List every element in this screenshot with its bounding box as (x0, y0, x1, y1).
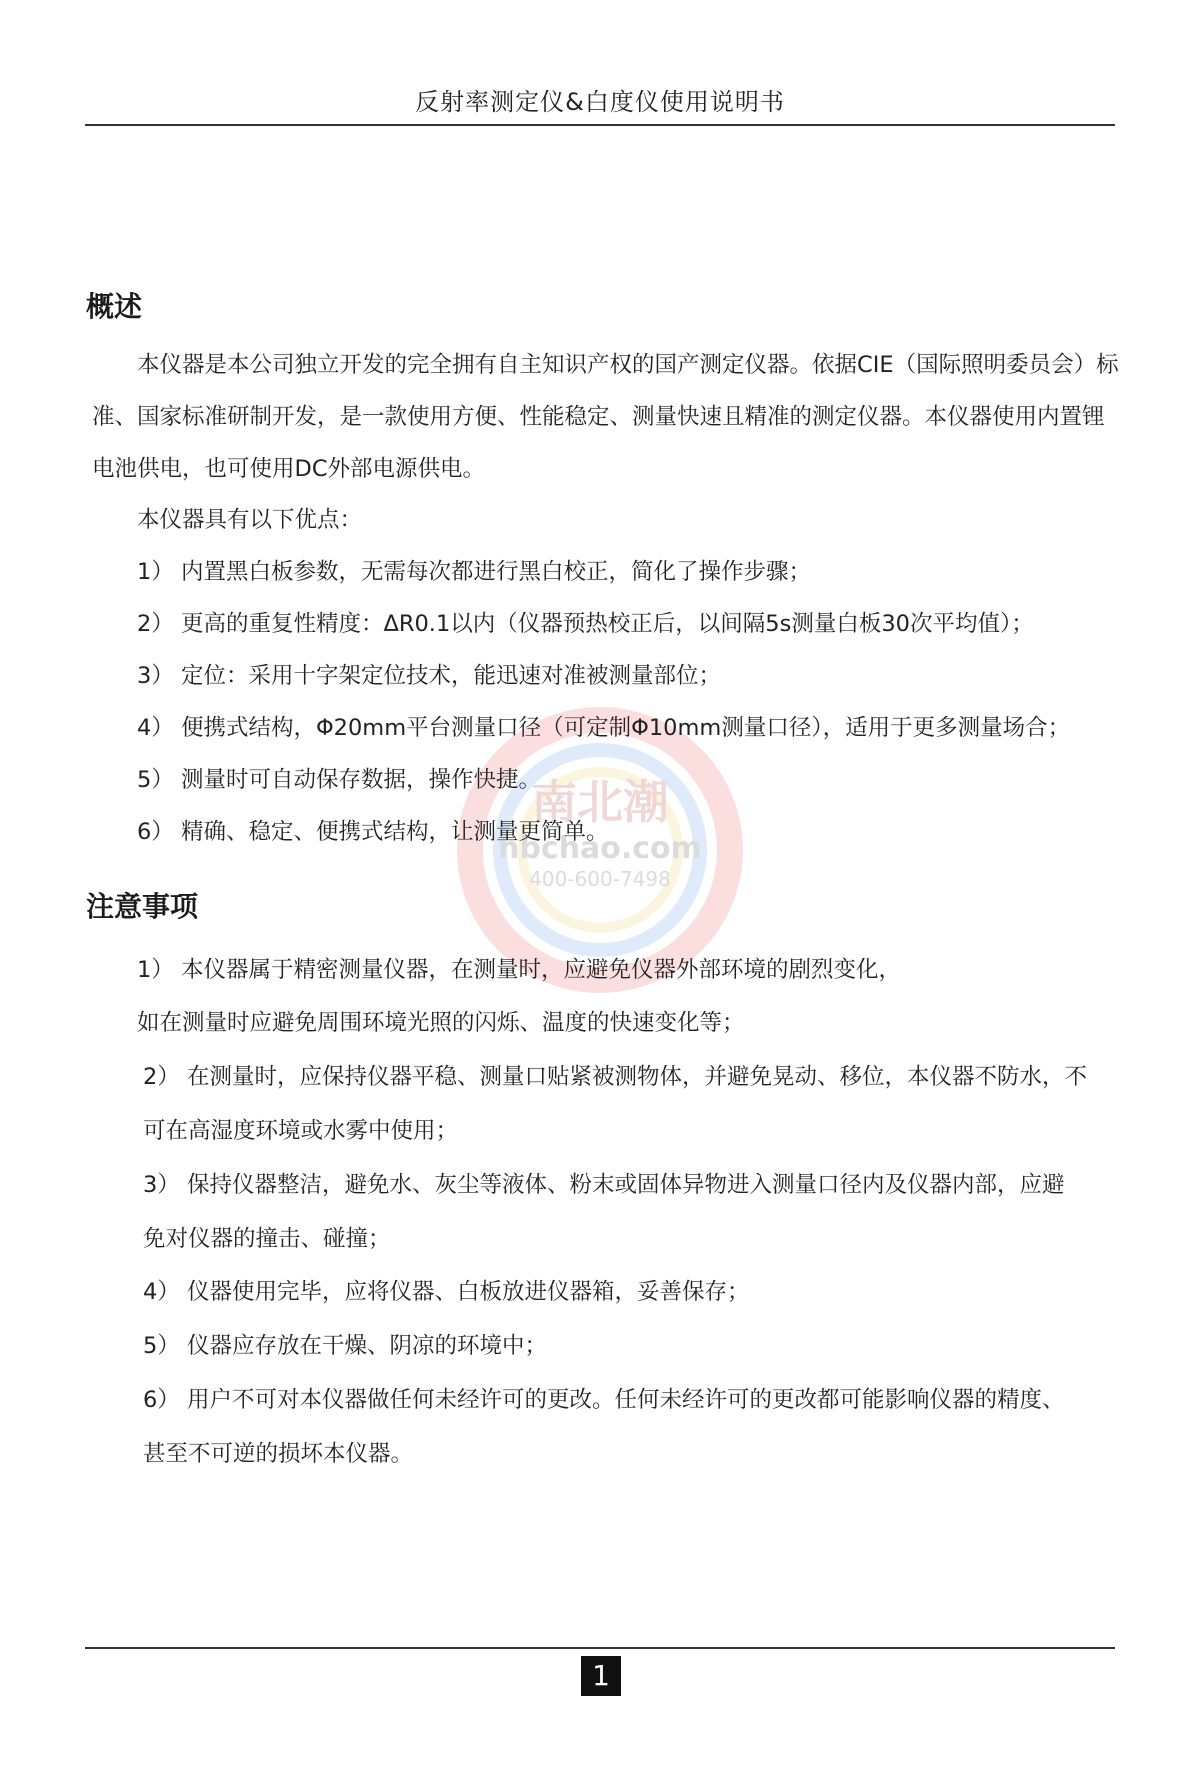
document-title: 反射率测定仪&白度仪使用说明书 (415, 88, 785, 116)
watermark-name: 南北潮 (531, 775, 669, 829)
precautions-heading: 注意事项 (86, 890, 199, 923)
precaution-line: 可在高湿度环境或水雾中使用； (143, 1118, 459, 1144)
precaution-line: 2） 在测量时，应保持仪器平稳、测量口贴紧被测物体，并避免晃动、移位，本仪器不防水，不 (143, 1064, 1087, 1090)
advantage-item: 5） 测量时可自动保存数据，操作快捷。 (137, 767, 541, 793)
footer-divider (85, 1647, 1115, 1649)
advantage-item: 2） 更高的重复性精度：ΔR0.1以内（仪器预热校正后，以间隔5s测量白板30次平均值）； (137, 611, 1034, 637)
page-number: 1 (581, 1656, 621, 1696)
advantage-item: 4） 便携式结构，Φ20mm平台测量口径（可定制Φ10mm测量口径），适用于更多测量场合； (137, 715, 1071, 741)
precaution-line: 5） 仪器应存放在干燥、阴凉的环境中； (143, 1333, 547, 1359)
precaution-line: 1） 本仪器属于精密测量仪器，在测量时，应避免仪器外部环境的剧烈变化， (137, 957, 901, 983)
header-divider (85, 124, 1115, 126)
precaution-line: 如在测量时应避免周围环境光照的闪烁、温度的快速变化等； (137, 1010, 745, 1036)
overview-heading: 概述 (86, 290, 143, 323)
watermark-site: nbchao.com (498, 831, 702, 866)
advantage-item: 3） 定位：采用十字架定位技术，能迅速对准被测量部位； (137, 663, 721, 689)
advantage-item: 6） 精确、稳定、便携式结构，让测量更简单。 (137, 819, 609, 845)
precaution-line: 免对仪器的撞击、碰撞； (143, 1226, 391, 1252)
precaution-line: 4） 仪器使用完毕，应将仪器、白板放进仪器箱，妥善保存； (143, 1279, 750, 1305)
precaution-line: 6） 用户不可对本仪器做任何未经许可的更改。任何未经许可的更改都可能影响仪器的精度、 (143, 1387, 1065, 1413)
advantage-item: 1） 内置黑白板参数，无需每次都进行黑白校正，简化了操作步骤； (137, 559, 811, 585)
watermark-phone: 400-600-7498 (529, 867, 671, 891)
overview-intro: 本仪器是本公司独立开发的完全拥有自主知识产权的国产测定仪器。依据CIE（国际照明委员会）标准、国家标准研制开发，是一款使用方便、性能稳定、测量快速且精准的测定仪器。本仪器使用内置锂电池供电，也可使用DC外部电源供电。 (92, 352, 1119, 482)
advantages-title: 本仪器具有以下优点： (137, 507, 363, 533)
precaution-line: 3） 保持仪器整洁，避免水、灰尘等液体、粉末或固体异物进入测量口径内及仪器内部，应避 (143, 1172, 1065, 1198)
precaution-line: 甚至不可逆的损坏本仪器。 (143, 1441, 414, 1467)
